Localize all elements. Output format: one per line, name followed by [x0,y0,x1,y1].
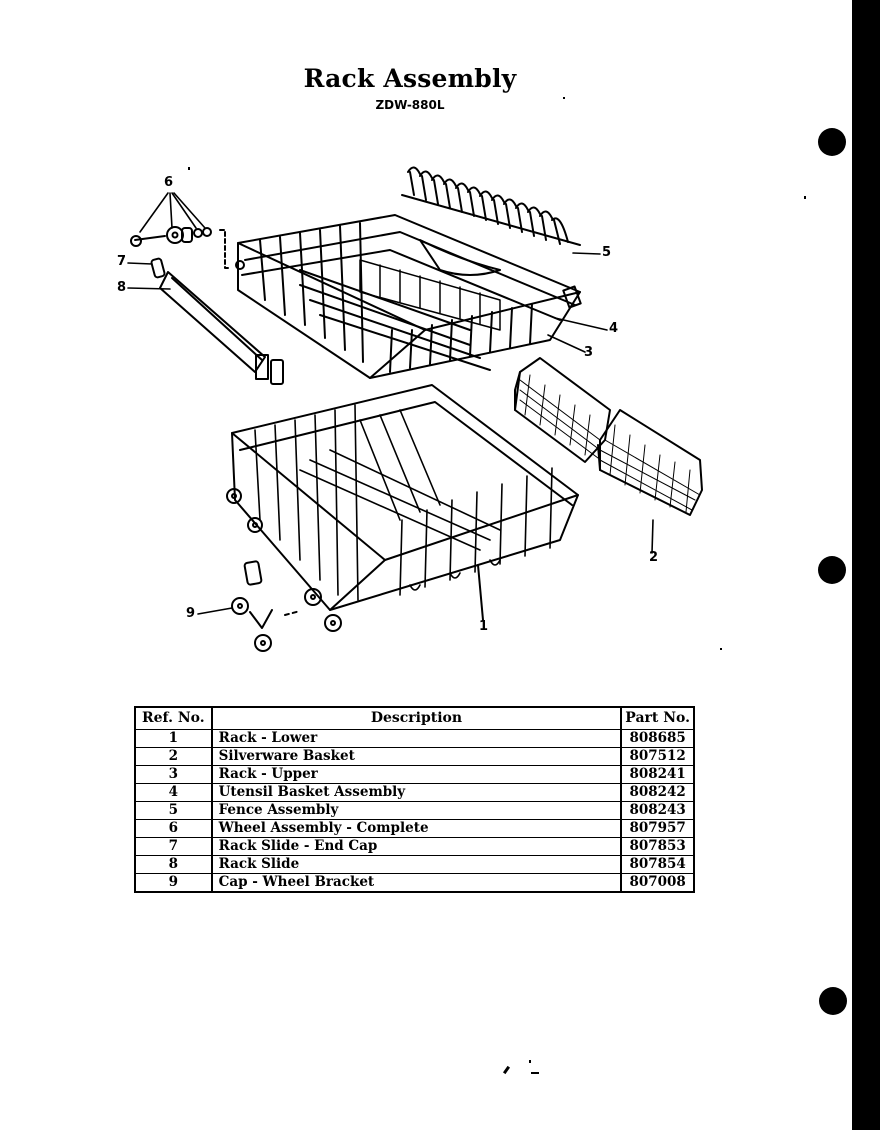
table-row [135,784,694,802]
silverware-basket-drawing [515,358,702,515]
part-no-cell: 807512 [621,748,694,766]
wheel-bracket-cap-drawing [232,561,300,651]
scan-speck [531,1072,539,1074]
description-cell: Rack - Lower [212,730,622,748]
lower-rack-drawing [227,385,578,634]
callout-2: 2 [649,550,659,565]
utensil-basket-drawing [360,260,500,330]
ref-no-cell: 8 [135,856,212,874]
callout-5: 5 [602,245,612,260]
table-row [135,820,694,838]
table-row [135,802,694,820]
description-cell: Wheel Assembly - Complete [212,820,622,838]
upper-rack-drawing [236,215,581,378]
scan-speck [563,97,565,99]
part-no-cell: 807957 [621,820,694,838]
model-number: ZDW-880L [375,98,445,112]
part-no-cell: 807854 [621,856,694,874]
column-header-part-no: Part No. [621,707,694,730]
ref-no-cell: 5 [135,802,212,820]
scan-speck [529,1060,531,1063]
table-row [135,856,694,874]
ref-no-cell: 2 [135,748,212,766]
ref-no-cell: 6 [135,820,212,838]
fence-assembly-drawing [402,167,580,245]
wheel-assembly-drawing [131,227,230,268]
description-cell: Rack Slide - End Cap [212,838,622,856]
punch-hole-top [818,128,846,156]
punch-hole-middle [818,556,846,584]
callout-3: 3 [584,345,594,360]
description-cell: Utensil Basket Assembly [212,784,622,802]
callout-8: 8 [117,280,127,295]
page-title: Rack Assembly [303,64,517,93]
ref-no-cell: 9 [135,874,212,893]
callout-1: 1 [479,619,489,634]
column-header-description: Description [212,707,622,730]
table-row [135,748,694,766]
table-row [135,874,694,893]
ref-no-cell: 3 [135,766,212,784]
part-no-cell: 807008 [621,874,694,893]
callout-4: 4 [609,321,619,336]
part-no-cell: 808241 [621,766,694,784]
description-cell: Rack - Upper [212,766,622,784]
scan-speck [804,196,806,199]
exploded-parts-diagram [100,150,740,670]
parts-table [134,706,695,893]
description-cell: Rack Slide [212,856,622,874]
table-row [135,766,694,784]
punch-hole-bottom [819,987,847,1015]
callout-9: 9 [186,606,196,621]
description-cell: Silverware Basket [212,748,622,766]
table-row [135,838,694,856]
description-cell: Fence Assembly [212,802,622,820]
callout-6: 6 [164,175,174,190]
part-no-cell: 808685 [621,730,694,748]
ref-no-cell: 1 [135,730,212,748]
table-header-row [135,707,694,730]
scan-speck [188,167,190,170]
description-cell: Cap - Wheel Bracket [212,874,622,893]
column-header-ref-no: Ref. No. [135,707,212,730]
scan-speck [503,1066,510,1074]
ref-no-cell: 4 [135,784,212,802]
callout-7: 7 [117,254,127,269]
callout-leader-lines [128,193,653,614]
scan-edge-bar [852,0,880,1130]
part-no-cell: 808242 [621,784,694,802]
scan-speck [720,648,722,650]
part-no-cell: 807853 [621,838,694,856]
part-no-cell: 808243 [621,802,694,820]
table-row [135,730,694,748]
ref-no-cell: 7 [135,838,212,856]
